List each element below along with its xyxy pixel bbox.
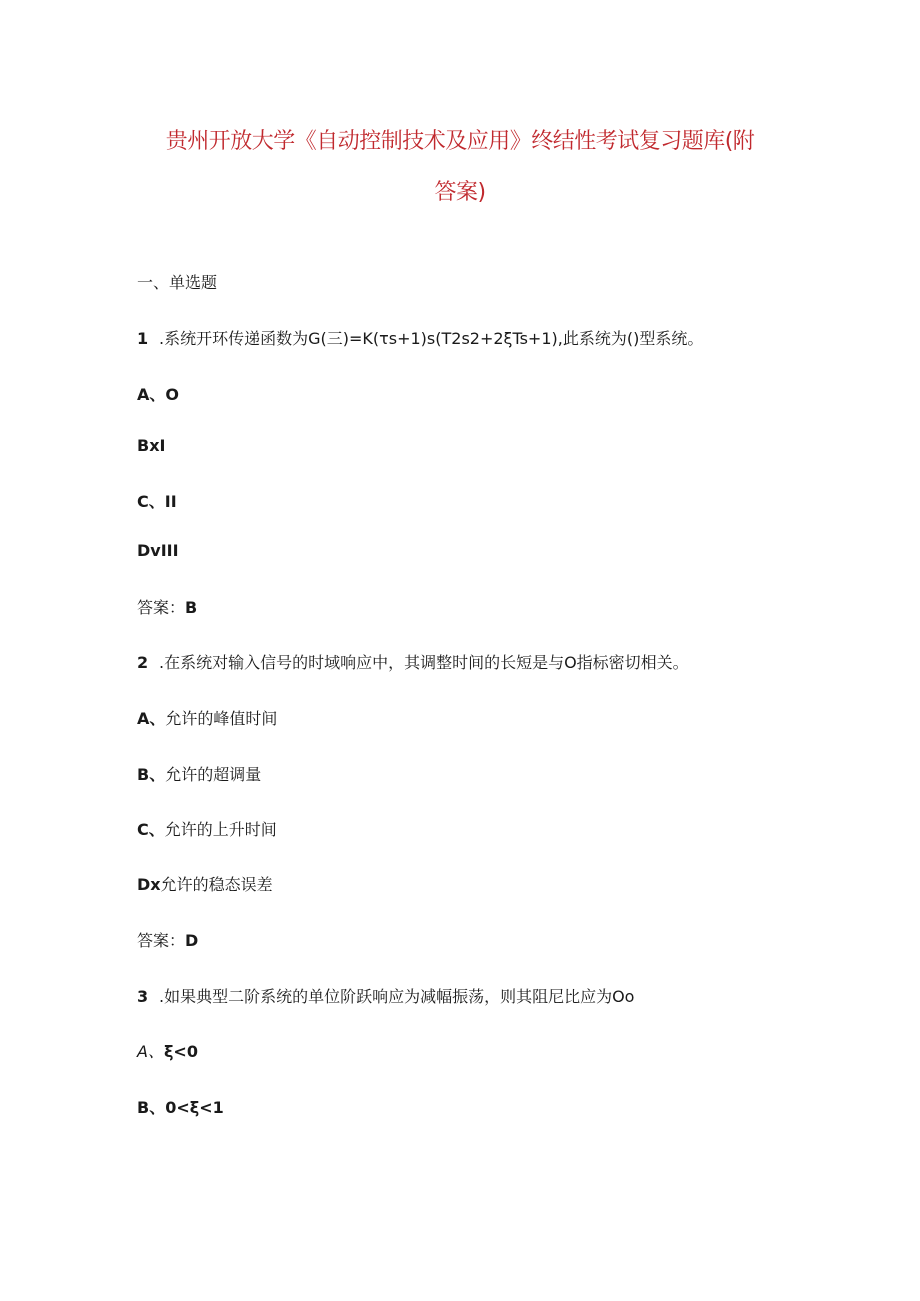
option-text: 允许的超调量 [165,765,262,784]
option-c [137,489,177,512]
question-text: .系统开环传递函数为G(三)=K(τs+1)s(T2s2+2ξTs+1),此系统为()型系统。 [159,329,704,348]
question-2 [137,650,689,673]
option-key: A、 [137,1042,164,1061]
option-key: Dx [137,875,161,894]
option-key: B、 [137,1098,166,1117]
option-b [137,762,261,785]
section-heading: 一、单选题 [137,273,218,292]
question-1 [137,326,703,349]
option-key: B、 [137,765,166,784]
option-key: C、 [137,492,165,511]
option-key: Bx [137,436,160,455]
question-number: 3 [137,987,149,1006]
option-text: 0<ξ<1 [165,1098,224,1117]
answer-label: 答案： [137,598,186,617]
question-text: .在系统对输入信号的时域响应中，其调整时间的长短是与O指标密切相关。 [159,653,689,672]
option-key: A、 [137,709,166,728]
option-d [137,541,179,560]
question-text: .如果典型二阶系统的单位阶跃响应为减幅振荡，则其阻尼比应为Oo [159,987,635,1006]
option-text: 允许的上升时间 [164,820,277,839]
option-text: 允许的峰值时间 [165,709,278,728]
option-c [137,817,277,840]
answer-value: D [185,931,199,950]
question-3 [137,984,634,1007]
answer-label: 答案： [137,931,186,950]
option-key: A、 [137,385,166,404]
option-a [137,382,179,405]
option-key: C、 [137,820,165,839]
option-text: II [164,492,177,511]
option-a [137,1039,198,1062]
option-text: DvIII [137,541,179,560]
option-text: 允许的稳态误差 [160,875,273,894]
document-title-line-1: 贵州开放大学《自动控制技术及应用》终结性考试复习题库(附 [165,129,755,154]
option-text: ξ<0 [163,1042,198,1061]
option-b [137,436,165,455]
answer-value: B [185,598,198,617]
option-text: I [159,436,166,455]
option-a [137,706,277,729]
question-number: 2 [137,653,149,672]
question-number: 1 [137,329,149,348]
option-b [137,1095,224,1118]
option-d [137,872,273,895]
answer-1 [137,595,197,618]
document-title-line-2: 答案) [434,180,486,205]
answer-2 [137,928,198,951]
option-text: O [165,385,179,404]
